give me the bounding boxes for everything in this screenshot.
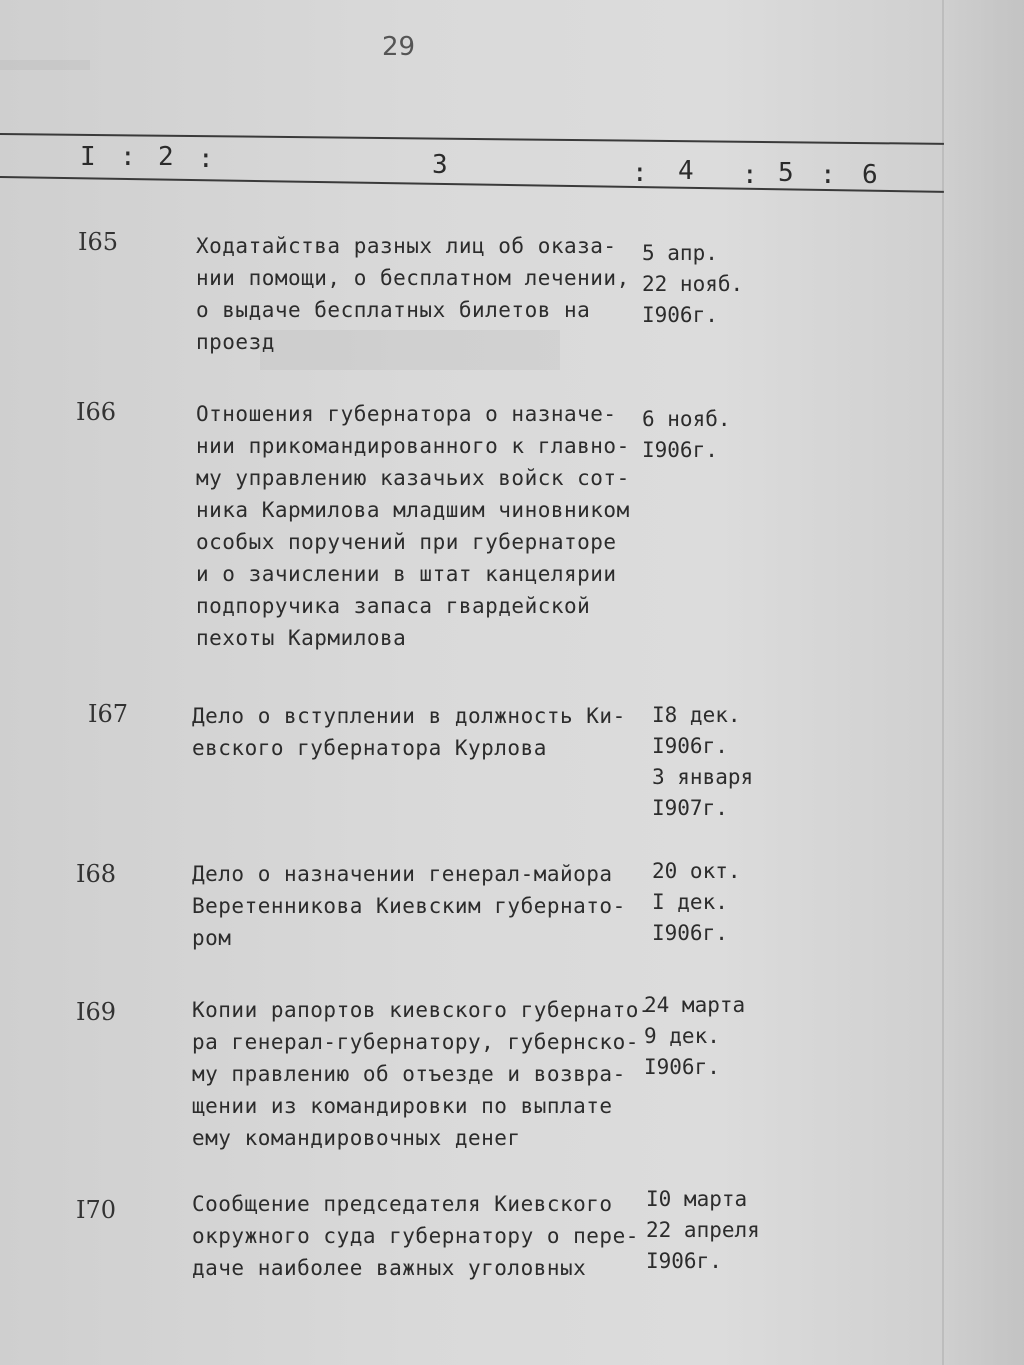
entry-dates: 24 марта 9 дек. I906г. <box>644 993 746 1079</box>
entry-number: I65 <box>78 228 119 256</box>
entry-description: Сообщение председателя Киевского окружного суда губернатору о пере- даче наиболее важных уголовных <box>192 1192 639 1280</box>
entry-description: Копии рапортов киевского губернато- ра генерал-губернатору, губернско- му правлению об отъезде и возвра- щении из командировки по выплате ему командировочных денег <box>192 998 653 1150</box>
column-header-5: 5 <box>778 158 794 188</box>
page-number: 29 <box>382 32 416 62</box>
entry-number: I67 <box>88 700 129 728</box>
entry-description: Дело о вступлении в должность Ки- евского губернатора Курлова <box>192 704 626 760</box>
entry-number: I66 <box>76 398 117 426</box>
column-header-6: 6 <box>862 160 878 190</box>
column-header-3: 3 <box>432 150 448 180</box>
header-top-rule <box>0 133 944 145</box>
entry-number: I70 <box>76 1196 117 1224</box>
column-header-2: 2 <box>158 142 174 172</box>
entry-dates: 5 апр. 22 нояб. I906г. <box>642 241 744 327</box>
column-header-4: 4 <box>678 156 694 186</box>
column-header-1: I <box>80 142 96 172</box>
column-separator: : <box>742 160 758 190</box>
entry-number: I68 <box>76 860 117 888</box>
column-separator: : <box>820 160 836 190</box>
header-bottom-rule <box>0 176 944 193</box>
entry-dates: 20 окт. I дек. I906г. <box>652 859 741 945</box>
column-separator: : <box>198 144 214 174</box>
entry-description: Ходатайства разных лиц об оказа- нии помощи, о бесплатном лечении, о выдаче бесплатных билетов на проезд <box>196 234 630 354</box>
bleed-through-mark <box>0 60 90 70</box>
entry-dates: I0 марта 22 апреля I906г. <box>646 1187 760 1273</box>
column-separator: : <box>632 158 648 188</box>
column-separator: : <box>120 142 136 172</box>
page-edge <box>942 0 1024 1365</box>
entry-description: Дело о назначении генерал-майора Веретенникова Киевским губернато- ром <box>192 862 626 950</box>
entry-dates: 6 нояб. I906г. <box>642 407 731 462</box>
entry-number: I69 <box>76 998 117 1026</box>
entry-dates: I8 дек. I906г. 3 января I907г. <box>652 703 754 820</box>
entry-description: Отношения губернатора о назначе- нии прикомандированного к главно- му управлению казачьих войск сот- ника Кармилова младшим чиновником особых поручений при губернаторе и о зачислении в штат канцелярии подпоручика запаса гвардейской пехоты Кармилова <box>196 402 630 650</box>
